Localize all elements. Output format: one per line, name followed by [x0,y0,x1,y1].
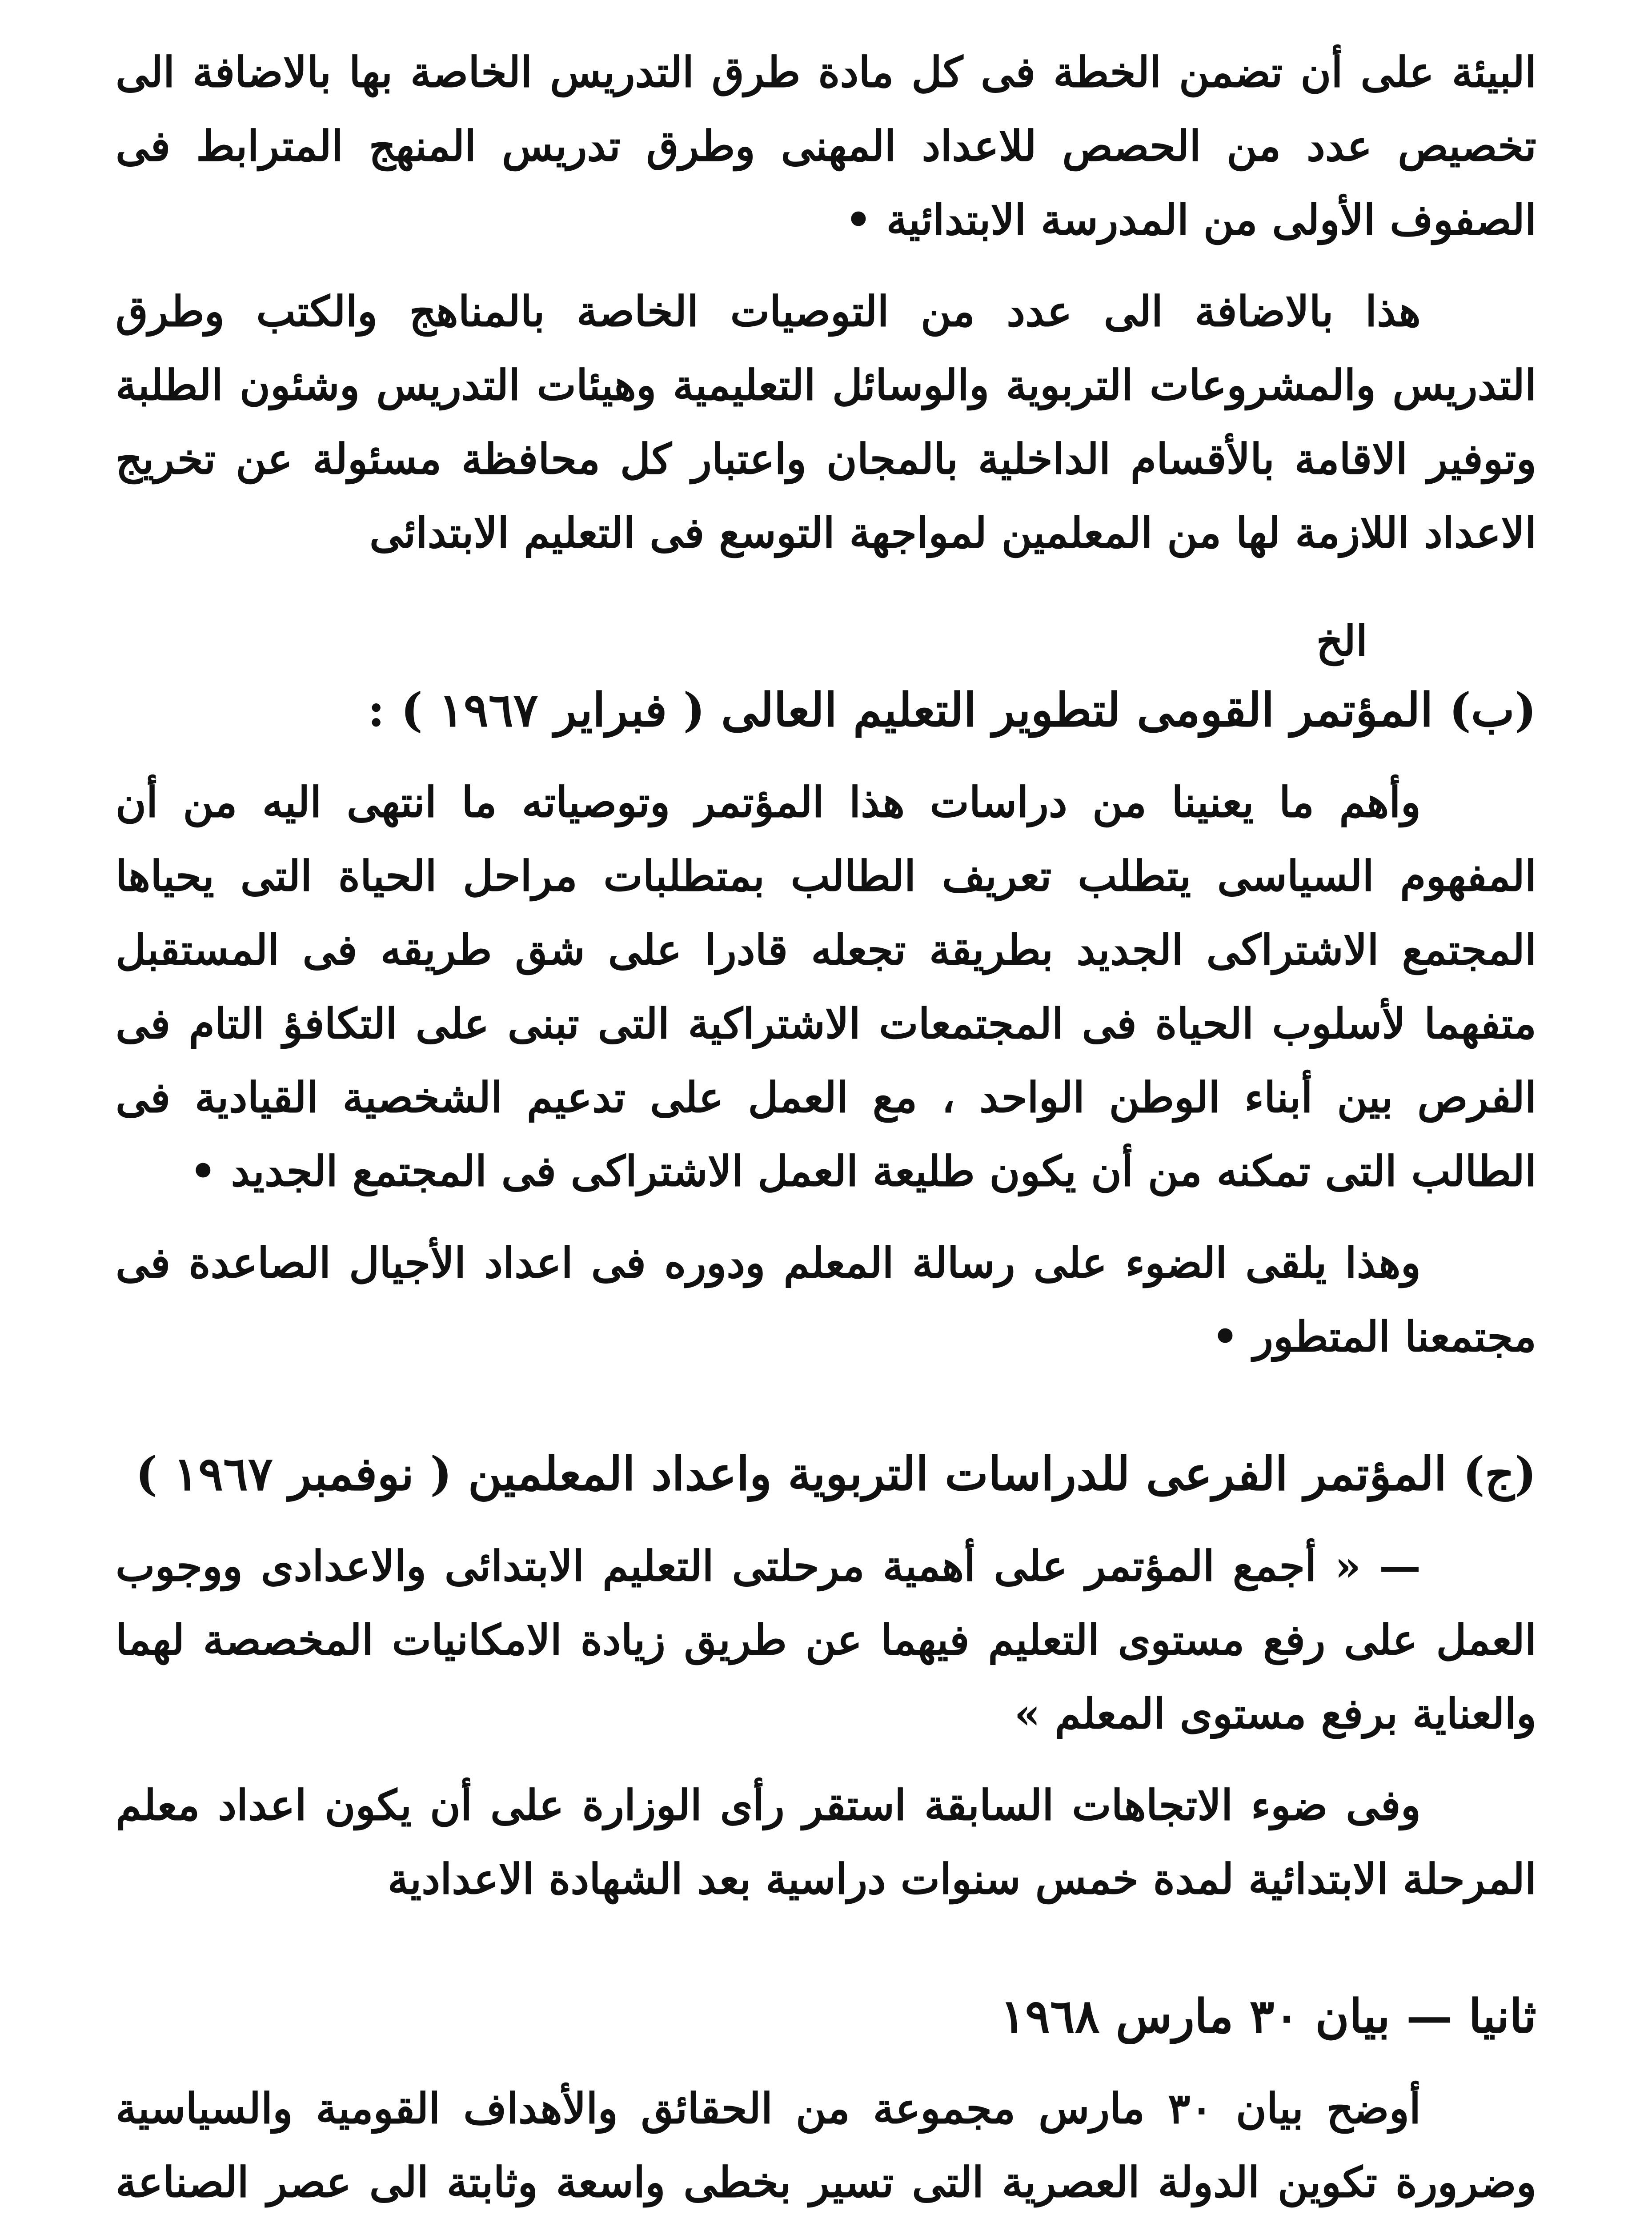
paragraph-march-statement: أوضح بيان ٣٠ مارس مجموعة من الحقائق والأهداف القومية والسياسية وضرورة تكوين الدولة العصرية التى تسير بخطى واسعة وثابتة الى عصر الصناعة [116,2084,1536,2207]
paragraph-teacher-role: وهذا يلقى الضوء على رسالة المعلم ودوره فى اعداد الأجيال الصاعدة فى مجتمعنا المتطور • [116,1239,1536,1361]
paragraph-conference-agreement: — « أجمع المؤتمر على أهمية مرحلتى التعليم الابتدائى والاعدادى ووجوب العمل على رفع مستوى التعليم فيهما عن طريق زيادة الامكانيات المخصصة لهما والعناية برفع مستوى المعلم » [116,1542,1536,1738]
spacer [116,748,1536,766]
paragraph-curriculum-environment: البيئة على أن تضمن الخطة فى كل مادة طرق التدريس الخاصة بها بالاضافة الى تخصيص عدد من الحصص للاعداد المهنى وطرق تدريس المنهج المترابط فى الصفوف الأولى من المدرسة الابتدائية • [116,48,1536,245]
spacer [116,1208,1536,1226]
spacer [116,570,1536,610]
spacer [116,1916,1536,1978]
spacer [116,1512,1536,1529]
section-heading-b: (ب) المؤتمر القومى لتطوير التعليم العالى ( فبراير ١٩٦٧ ) : [368,682,1536,737]
etc-marker: الخ [1316,617,1367,666]
section-heading-c: (ج) المؤتمر الفرعى للدراسات التربوية واعداد المعلمين ( نوفمبر ١٩٦٧ ) [135,1446,1536,1501]
paragraph-political-concept: وأهم ما يعنينا من دراسات هذا المؤتمر وتوصياته ما انتهى اليه من أن المفهوم السياسى يتطلب تعريف الطالب بمتطلبات مراحل الحياة التى يحياها المجتمع الاشتراكى الجديد بطريقة تجعله قادرا على شق طريقه فى المستقبل متفهما لأسلوب الحياة فى المجتمعات الاشتراكية التى تبنى على التكافؤ التام فى الفرص بين أبناء الوطن الواحد ، مع العمل على تدعيم الشخصية القيادية فى الطالب التى تمكنه من أن يكون طليعة العمل الاشتراكى فى المجتمع الجديد • [116,778,1536,1196]
paragraph-ministry-decision: وفى ضوء الاتجاهات السابقة استقر رأى الوزارة على أن يكون اعداد معلم المرحلة الابتدائية لمدة خمس سنوات دراسية بعد الشهادة الاعدادية [116,1781,1536,1904]
spacer [116,257,1536,275]
spacer [116,1374,1536,1436]
paragraph-recommendations: هذا بالاضافة الى عدد من التوصيات الخاصة بالمناهج والكتب وطرق التدريس والمشروعات التربوية والوسائل التعليمية وهيئات التدريس وشئون الطلبة وتوفير الاقامة بالأقسام الداخلية بالمجان واعتبار كل محافظة مسئولة عن تخريج الاعداد اللازمة لها من المعلمين لمواجهة التوسع فى التعليم الابتدائى [116,287,1536,558]
section-heading-second: ثانيا — بيان ٣٠ مارس ١٩٦٨ [1000,1989,1536,2043]
spacer [116,1751,1536,1769]
spacer [116,2054,1536,2072]
